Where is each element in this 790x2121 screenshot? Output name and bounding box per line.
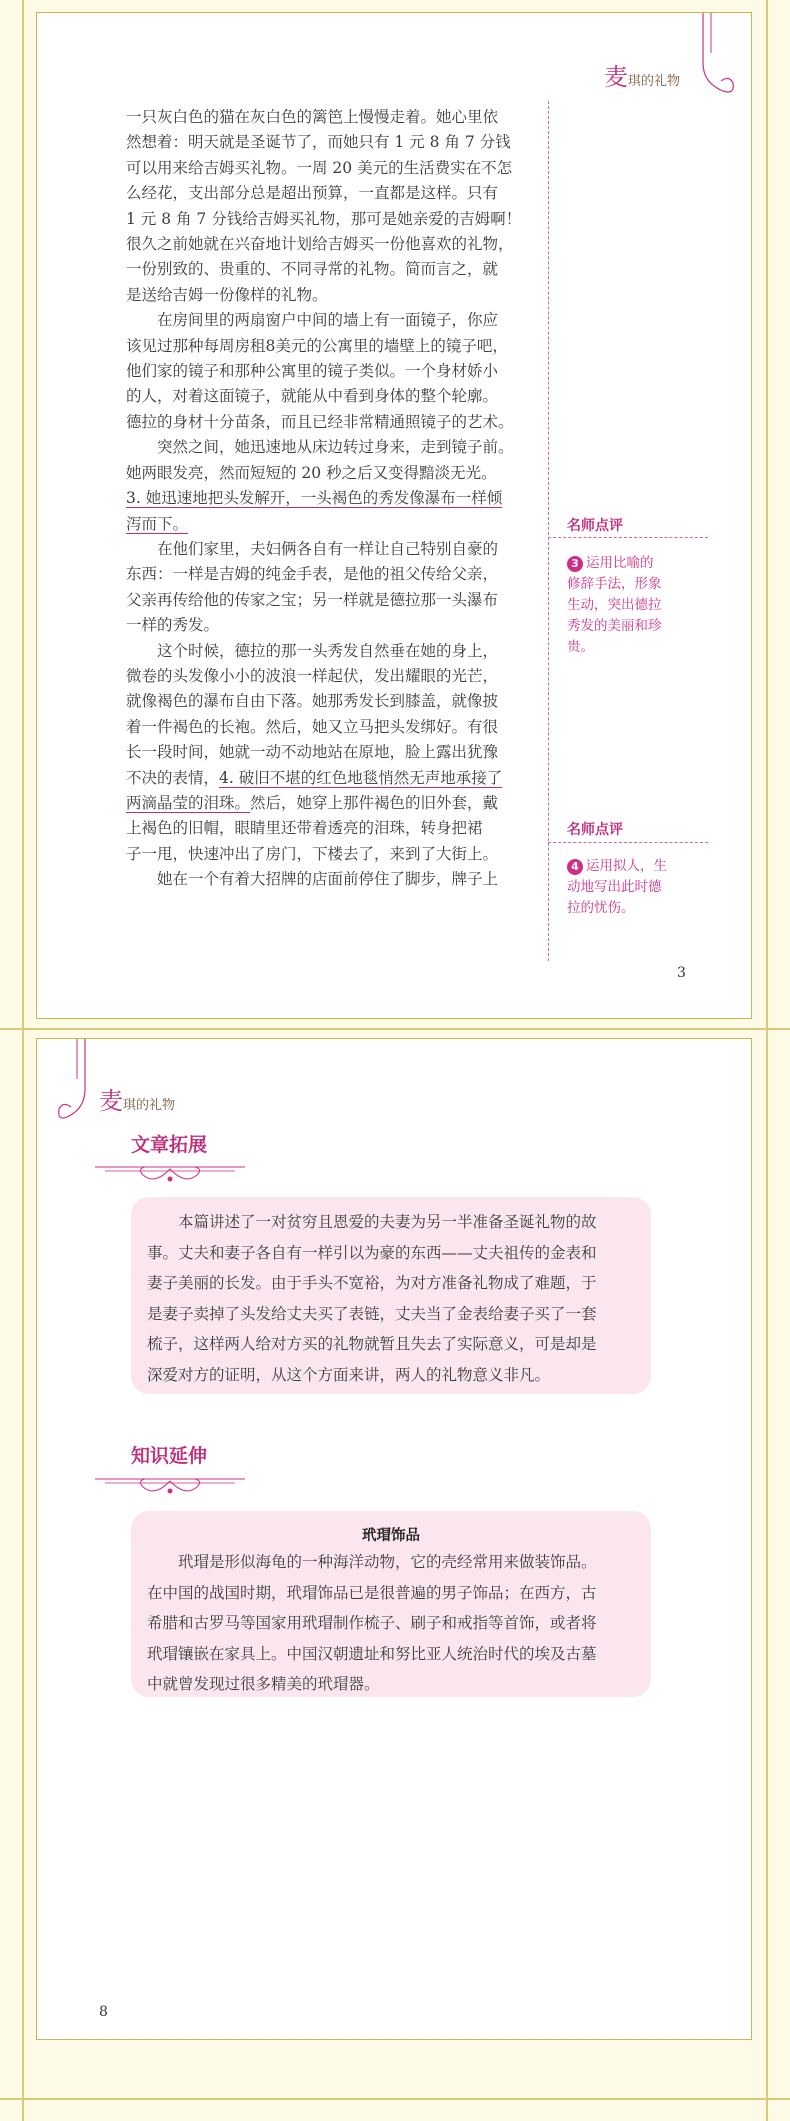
text-line: 他们家的镜子和那种公寓里的镜子类似。一个身材娇小 (126, 362, 499, 381)
text-line: 希腊和古罗马等国家用玳瑁制作梳子、刷子和戒指等首饰，或者将 (147, 1614, 597, 1632)
header-title-big: 麦 (604, 63, 628, 91)
text-line: 一样的秀发。 (126, 616, 220, 635)
text-line: 子一甩，快速冲出了房门，下楼去了，来到了大街上。 (126, 844, 499, 863)
text-line: 父亲再传给他的传家之宝；另一样就是德拉那一头瀑布 (126, 590, 499, 609)
text-line-part: 这个时候，德拉的那一头秀发自然垂在她的身上， (157, 641, 499, 660)
book-page-3 (36, 12, 752, 1019)
header-title (604, 57, 680, 92)
text-line: 她两眼发亮，然而短短的 20 秒之后又变得黯淡无光。 (126, 463, 497, 482)
section-ornament (95, 1469, 245, 1501)
note-line (567, 595, 702, 616)
text-line (126, 689, 574, 714)
frame-line-left (22, 0, 24, 2121)
note-text: 秀发的美丽和珍 (567, 618, 662, 634)
text-line: 在中国的战国时期，玳瑁饰品已是很普遍的男子饰品；在西方，古 (147, 1583, 597, 1602)
text-line: 一份别致的、贵重的、不同寻常的礼物。简而言之，就 (126, 260, 499, 279)
text-line (126, 791, 574, 816)
text-line: 上褐色的旧帽，眼睛里还带着透亮的泪珠，转身把裙 (126, 819, 483, 838)
text-line: 事。丈夫和妻子各自有一样引以为豪的东西——丈夫祖传的金表和 (147, 1243, 597, 1262)
note-text: 动地写出此时德 (567, 879, 662, 895)
note-divider-3 (548, 537, 708, 538)
note-text: 贵。 (567, 639, 594, 655)
text-line (126, 639, 574, 664)
book-page-8 (36, 1038, 752, 2040)
underlined-sentence-4: 4. 破旧不堪的红色地毯悄然无声地承接了 (219, 768, 503, 787)
note-line (567, 898, 702, 919)
text-line: 1 元 8 角 7 分钱给吉姆买礼物，那可是她亲爱的吉姆啊！ (126, 209, 522, 228)
text-line: 在房间里的两扇窗户中间的墙上有一面镜子，你应 (157, 311, 499, 330)
text-line-part: 然后，她穿上那件褐色的旧外套，戴 (250, 793, 499, 812)
underlined-sentence-3: 泻而下。 (126, 514, 189, 533)
note-body-4 (567, 856, 702, 919)
underlined-sentence-4: 两滴晶莹的泪珠。 (126, 793, 251, 812)
knowledge-subtitle: 玳瑁饰品 (362, 1528, 420, 1544)
text-line-part: 不决的表情， (126, 768, 220, 787)
page-number: 3 (677, 965, 686, 981)
text-line: 她在一个有着大招牌的店面前停住了脚步，牌子上 (157, 870, 499, 889)
text-line: 玳瑁镶嵌在家具上。中国汉朝遗址和努比亚人统治时代的埃及古墓 (147, 1644, 597, 1663)
text-line: 的人，对着这面镜子，就能从中看到身体的整个轮廓。 (126, 387, 499, 406)
text-line: 是妻子卖掉了头发给丈夫买了表链，丈夫当了金表给妻子买了一套 (147, 1304, 597, 1323)
note-head-3: 名师点评 (567, 518, 623, 534)
underlined-sentence-3: 3. 她迅速地把头发解开，一头褐色的秀发像瀑布一样倾 (126, 489, 503, 508)
note-line (567, 637, 702, 658)
page-number: 8 (99, 2004, 108, 2020)
text-line: 玳瑁是形似海龟的一种海洋动物，它的壳经常用来做装饰品。 (178, 1553, 597, 1571)
text-line (126, 740, 574, 765)
frame-line-bottom (0, 2098, 790, 2100)
note-text: 运用比喻的 (586, 555, 654, 571)
header-ornament (673, 13, 743, 103)
text-line (126, 715, 574, 740)
text-line: 是送给吉姆一份像样的礼物。 (126, 285, 328, 304)
text-line: 在他们家里，夫妇俩各自有一样让自己特别自豪的 (157, 539, 499, 558)
text-line (126, 512, 574, 537)
text-line: 本篇讲述了一对贫穷且恩爱的夫妻为另一半准备圣诞礼物的故 (178, 1213, 597, 1231)
text-line: 一只灰白色的猫在灰白色的篱笆上慢慢走着。她心里依 (126, 108, 499, 126)
text-line (126, 664, 574, 689)
header-title (99, 1081, 175, 1116)
text-line: 中就曾发现过很多精美的玳瑁器。 (147, 1675, 380, 1693)
text-line-part: 微卷的头发像小小的波浪一样起伏，发出耀眼的光芒， (126, 666, 499, 685)
text-line: 深爱对方的证明，从这个方面来讲，两人的礼物意义非凡。 (147, 1365, 551, 1384)
note-line (567, 877, 702, 898)
extension-text (147, 1207, 639, 1390)
text-line-part: 长一段时间，她就一动不动地站在原地，脸上露出犹豫 (126, 743, 499, 762)
text-line: 该见过那种每周房租8美元的公寓里的墙壁上的镜子吧， (126, 336, 508, 355)
text-line (126, 486, 574, 511)
note-line (567, 574, 702, 595)
note-body-3 (567, 553, 702, 658)
note-divider-4 (548, 842, 708, 843)
note-head-4: 名师点评 (567, 822, 623, 838)
text-line: 东西：一样是吉姆的纯金手表，是他的祖父传给父亲， (126, 565, 499, 584)
text-line: 突然之间，她迅速地从床边转过身来，走到镜子前。 (157, 438, 514, 457)
note-line (567, 856, 702, 877)
header-title-small: 琪的礼物 (628, 74, 681, 89)
note-line (567, 553, 702, 574)
text-line (126, 766, 574, 791)
note-line (567, 616, 702, 637)
text-line: 梳子，这样两人给对方买的礼物就暂且失去了实际意义，可是却是 (147, 1335, 597, 1353)
header-title-big: 麦 (99, 1087, 123, 1115)
text-line: 妻子美丽的长发。由于手头不宽裕，为对方准备礼物成了难题，于 (147, 1274, 597, 1292)
text-line: 可以用来给吉姆买礼物。一周 20 美元的生活费实在不怎 (126, 158, 513, 177)
frame-line-right (766, 0, 768, 2121)
margin-divider (548, 101, 549, 961)
text-line-part: 就像褐色的瀑布自由下落。她那秀发长到膝盖，就像披 (126, 692, 499, 711)
text-line-part: 着一件褐色的长袍。然后，她又立马把头发绑好。有很 (126, 717, 499, 736)
note-text: 拉的忧伤。 (567, 900, 635, 916)
text-line: 然想着：明天就是圣诞节了，而她只有 1 元 8 角 7 分钱 (126, 133, 511, 152)
section-title-extension: 文章拓展 (131, 1134, 208, 1156)
text-line: 德拉的身材十分苗条，而且已经非常精通照镜子的艺术。 (126, 412, 514, 431)
note-text: 修辞手法，形象 (567, 576, 662, 592)
knowledge-text (147, 1547, 639, 1700)
note-number-badge: 4 (567, 859, 583, 875)
note-text: 生动，突出德拉 (567, 597, 662, 613)
note-text: 运用拟人，生 (586, 858, 667, 874)
frame-line-divider (0, 1028, 790, 1030)
body-text (126, 105, 574, 893)
text-line: 很久之前她就在兴奋地计划给吉姆买一份他喜欢的礼物， (126, 235, 514, 254)
section-ornament (95, 1157, 245, 1189)
text-line: 么经花，支出部分总是超出预算，一直都是这样。只有 (126, 184, 499, 203)
section-title-knowledge: 知识延伸 (131, 1445, 208, 1467)
note-number-badge: 3 (567, 556, 583, 572)
header-title-small: 琪的礼物 (123, 1098, 176, 1113)
